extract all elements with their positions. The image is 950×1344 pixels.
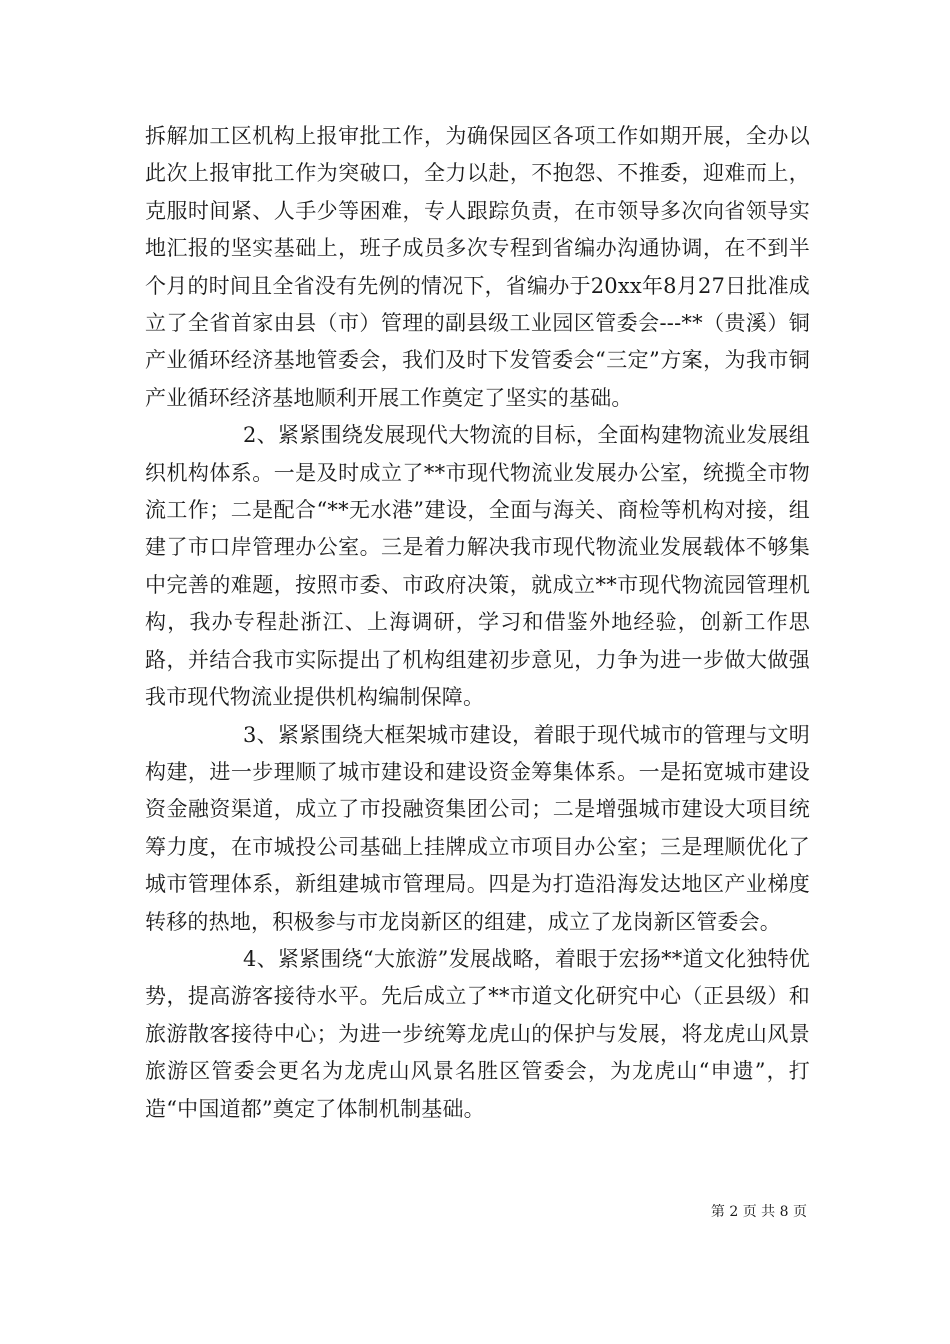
paragraph-continuation: 拆解加工区机构上报审批工作，为确保园区各项工作如期开展，全办以此次上报审批工作为突破口，全力以赴，不抱怨、不推委，迎难而上，克服时间紧、人手少等困难，专人跟踪负责，在市领导多次向省领导实地汇报的坚实基础上，班子成员多次专程到省编办沟通协调，在不到半个月的时间且全省没有先例的情况下，省编办于20xx年8月27日批准成立了全省首家由县（市）管理的副县级工业园区管委会---**（贵溪）铜产业循环经济基地管委会，我们及时下发管委会“三定”方案，为我市铜产业循环经济基地顺利开展工作奠定了坚实的基础。 <box>145 124 810 410</box>
document-body <box>145 118 810 1128</box>
page-number: 第 2 页 共 8 页 <box>710 1204 807 1220</box>
paragraph-tourism: 4、紧紧围绕“大旅游”发展战略，着眼于宏扬**道文化独特优势，提高游客接待水平。先后成立了**市道文化研究中心（正县级）和旅游散客接待中心；为进一步统筹龙虎山的保护与发展，将龙虎山风景旅游区管委会更名为龙虎山风景名胜区管委会，为龙虎山“申遗”，打造“中国道都”奠定了体制机制基础。 <box>145 946 810 1121</box>
paragraph-logistics: 2、紧紧围绕发展现代大物流的目标，全面构建物流业发展组织机构体系。一是及时成立了**市现代物流业发展办公室，统揽全市物流工作；二是配合“**无水港”建设，全面与海关、商检等机构对接，组建了市口岸管理办公室。三是着力解决我市现代物流业发展载体不够集中完善的难题，按照市委、市政府决策，就成立**市现代物流园管理机构，我办专程赴浙江、上海调研，学习和借鉴外地经验，创新工作思路，并结合我市实际提出了机构组建初步意见，力争为进一步做大做强我市现代物流业提供机构编制保障。 <box>145 423 810 710</box>
paragraph-urban-construction: 3、紧紧围绕大框架城市建设，着眼于现代城市的管理与文明构建，进一步理顺了城市建设和建设资金筹集体系。一是拓宽城市建设资金融资渠道，成立了市投融资集团公司；二是增强城市建设大项目统筹力度，在市城投公司基础上挂牌成立市项目办公室；三是理顺优化了城市管理体系，新组建城市管理局。四是为打造沿海发达地区产业梯度转移的热地，积极参与市龙岗新区的组建，成立了龙岗新区管委会。 <box>145 722 810 934</box>
